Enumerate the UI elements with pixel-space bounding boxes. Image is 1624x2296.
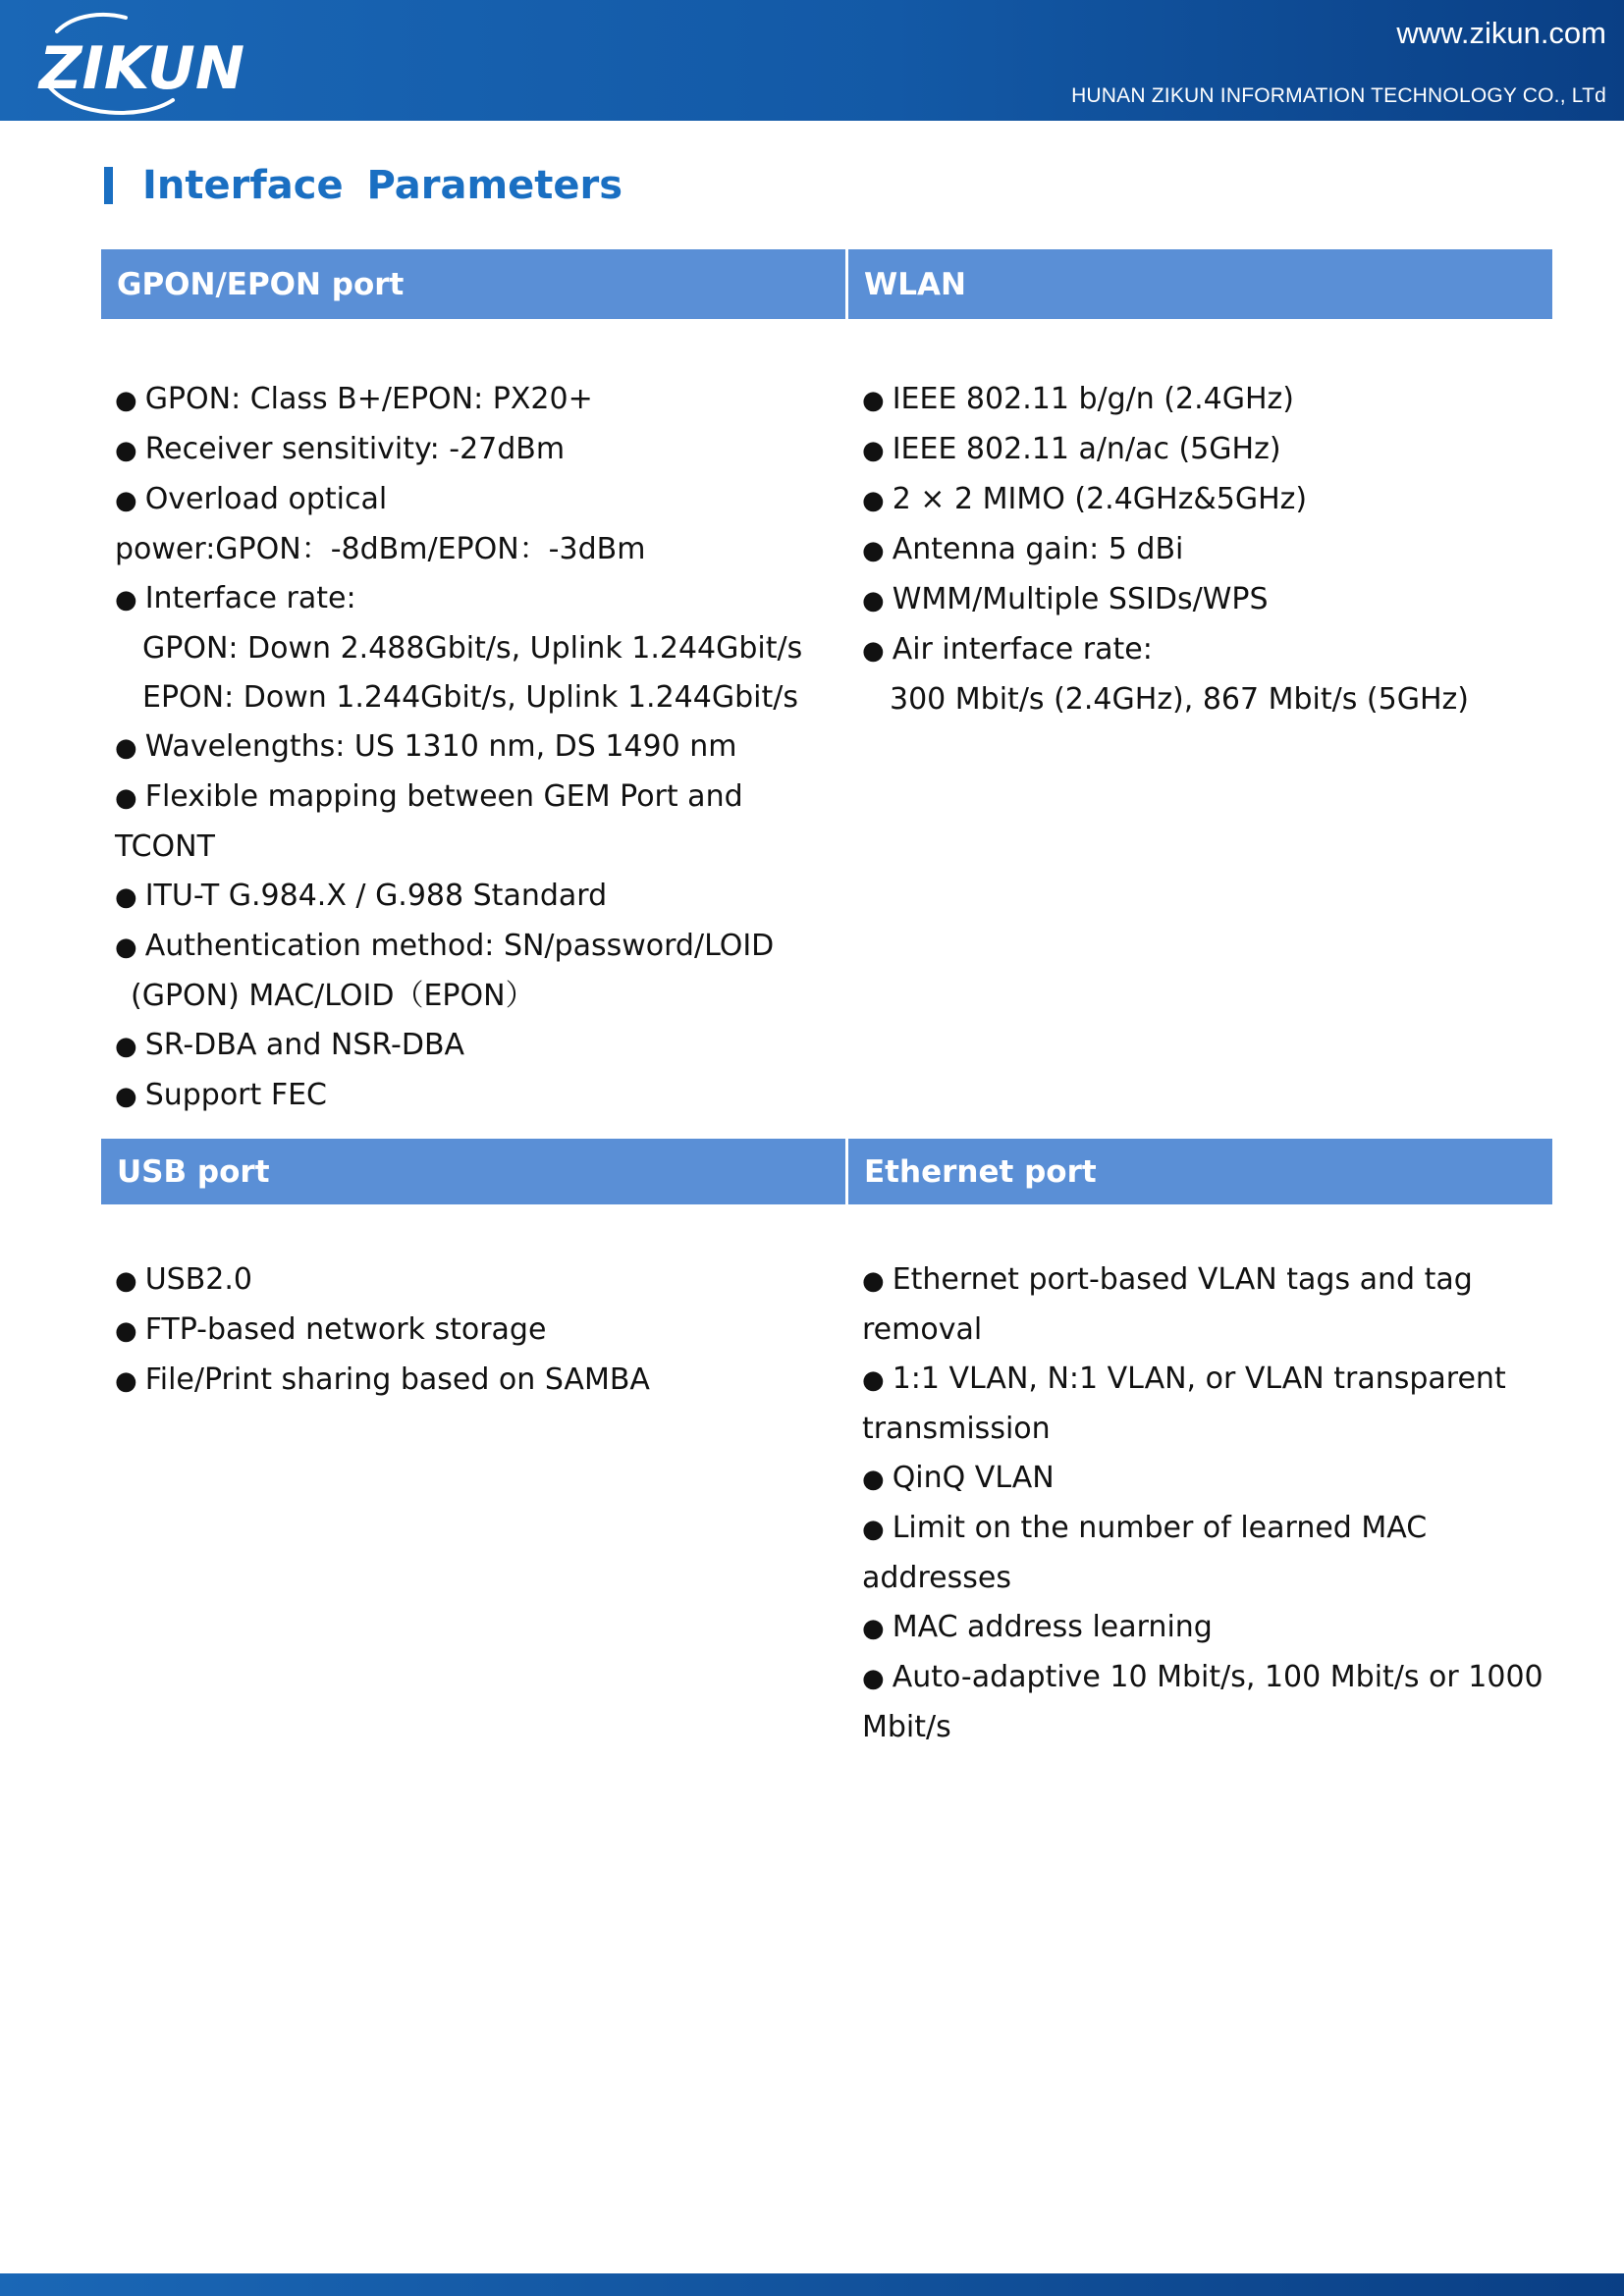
list-item: ● ITU-T G.984.X / G.988 Standard	[115, 879, 608, 913]
table-body-row	[101, 319, 1552, 1121]
list-item: ● Overload optical power:GPON：-8dBm/EPON：-3dBm	[115, 482, 646, 566]
list-item-text: MAC address learning	[892, 1610, 1213, 1644]
wlan-column	[848, 375, 1552, 1121]
list-item-text: Auto-adaptive 10 Mbit/s, 100 Mbit/s or 1000 Mbit/s	[862, 1660, 1543, 1744]
list-item-text: ITU-T G.984.X / G.988 Standard	[144, 879, 608, 913]
title-accent-bar	[104, 167, 113, 204]
gpon-column	[101, 375, 848, 1121]
list-item: ● SR-DBA and NSR-DBA	[115, 1028, 465, 1062]
table-usb-ethernet	[101, 1139, 1552, 1752]
list-item-text: File/Print sharing based on SAMBA	[144, 1362, 650, 1397]
gpon-heading: GPON/EPON port	[101, 249, 845, 319]
list-item: ● Antenna gain: 5 dBi	[862, 532, 1184, 566]
list-item-text: USB2.0	[144, 1262, 252, 1297]
list-item: ● File/Print sharing based on SAMBA	[115, 1362, 650, 1397]
list-item-text: IEEE 802.11 a/n/ac (5GHz)	[892, 432, 1281, 466]
list-subline: EPON: Down 1.244Gbit/s, Uplink 1.244Gbit/s	[142, 680, 798, 715]
table-header-row	[101, 1139, 1552, 1204]
list-item-text: Interface rate:	[144, 581, 356, 615]
list-item: ● IEEE 802.11 b/g/n (2.4GHz)	[862, 382, 1294, 416]
list-item: ● Auto-adaptive 10 Mbit/s, 100 Mbit/s or 1000 Mbit/s	[862, 1660, 1543, 1744]
list-continuation: (GPON) MAC/LOID（EPON）	[131, 979, 535, 1013]
list-item-text: Limit on the number of learned MAC addresses	[862, 1511, 1428, 1595]
list-item: ● Support FEC	[115, 1078, 327, 1112]
table-gpon-wlan	[101, 249, 1552, 1121]
list-item-text: SR-DBA and NSR-DBA	[144, 1028, 465, 1062]
list-item-text: Support FEC	[144, 1078, 327, 1112]
zikun-logo	[35, 10, 251, 116]
list-item-text: Ethernet port-based VLAN tags and tag removal	[862, 1262, 1473, 1347]
list-item-text: Authentication method: SN/password/LOID	[144, 929, 775, 963]
list-item: ● USB2.0	[115, 1262, 252, 1297]
list-item: ● GPON: Class B+/EPON: PX20+	[115, 382, 593, 416]
logo-text: ZIKUN	[39, 34, 245, 103]
list-subline: GPON: Down 2.488Gbit/s, Uplink 1.244Gbit/s	[142, 631, 803, 666]
list-item: ● MAC address learning	[862, 1610, 1213, 1644]
page-title: Interface Parameters	[142, 163, 623, 208]
list-item: ● QinQ VLAN	[862, 1461, 1055, 1495]
table-header-row	[101, 249, 1552, 319]
list-item-text: Antenna gain: 5 dBi	[892, 532, 1184, 566]
list-item-text: GPON: Class B+/EPON: PX20+	[144, 382, 593, 416]
list-item: ● Ethernet port-based VLAN tags and tag removal	[862, 1262, 1473, 1347]
company-name: HUNAN ZIKUN INFORMATION TECHNOLOGY CO., LTd	[1071, 84, 1606, 107]
wlan-heading: WLAN	[848, 249, 1552, 319]
list-item-text: 1:1 VLAN, N:1 VLAN, or VLAN transparent transmission	[862, 1362, 1506, 1446]
table-body-row	[101, 1204, 1552, 1752]
list-item: ● Receiver sensitivity: -27dBm	[115, 432, 566, 466]
list-item: ● 1:1 VLAN, N:1 VLAN, or VLAN transparent transmission	[862, 1362, 1506, 1446]
list-item-text: FTP-based network storage	[144, 1312, 547, 1347]
list-item: ● WMM/Multiple SSIDs/WPS	[862, 582, 1269, 616]
list-item: ● Flexible mapping between GEM Port and TCONT	[115, 779, 743, 864]
ethernet-column	[848, 1255, 1552, 1752]
list-item-text: IEEE 802.11 b/g/n (2.4GHz)	[892, 382, 1294, 416]
footer-band	[0, 2273, 1624, 2296]
list-item-text: Flexible mapping between GEM Port and TCONT	[115, 779, 743, 864]
list-item-text: QinQ VLAN	[892, 1461, 1055, 1495]
usb-column	[101, 1255, 848, 1752]
list-item: ● Wavelengths: US 1310 nm, DS 1490 nm	[115, 729, 737, 764]
list-item-text: WMM/Multiple SSIDs/WPS	[892, 582, 1269, 616]
section-title	[104, 160, 623, 211]
site-url[interactable]: www.zikun.com	[1396, 16, 1606, 50]
list-item: ● FTP-based network storage	[115, 1312, 547, 1347]
header-band	[0, 0, 1624, 121]
list-item-text: 2 × 2 MIMO (2.4GHz&5GHz)	[892, 482, 1308, 516]
list-item-text: Receiver sensitivity: -27dBm	[144, 432, 566, 466]
list-item-text: Wavelengths: US 1310 nm, DS 1490 nm	[144, 729, 737, 764]
list-item: ● Air interface rate:	[862, 632, 1153, 667]
list-item: ● 2 × 2 MIMO (2.4GHz&5GHz)	[862, 482, 1308, 516]
list-item: ● Authentication method: SN/password/LOID	[115, 929, 775, 963]
list-item-text: Air interface rate:	[892, 632, 1153, 667]
list-item-text: Overload optical power:GPON：-8dBm/EPON：-3dBm	[115, 482, 646, 566]
ethernet-heading: Ethernet port	[848, 1139, 1552, 1204]
list-subline: 300 Mbit/s (2.4GHz), 867 Mbit/s (5GHz)	[890, 682, 1469, 717]
list-item: ● IEEE 802.11 a/n/ac (5GHz)	[862, 432, 1281, 466]
list-item: ● Interface rate:	[115, 581, 356, 615]
list-item: ● Limit on the number of learned MAC addresses	[862, 1511, 1428, 1595]
usb-heading: USB port	[101, 1139, 845, 1204]
